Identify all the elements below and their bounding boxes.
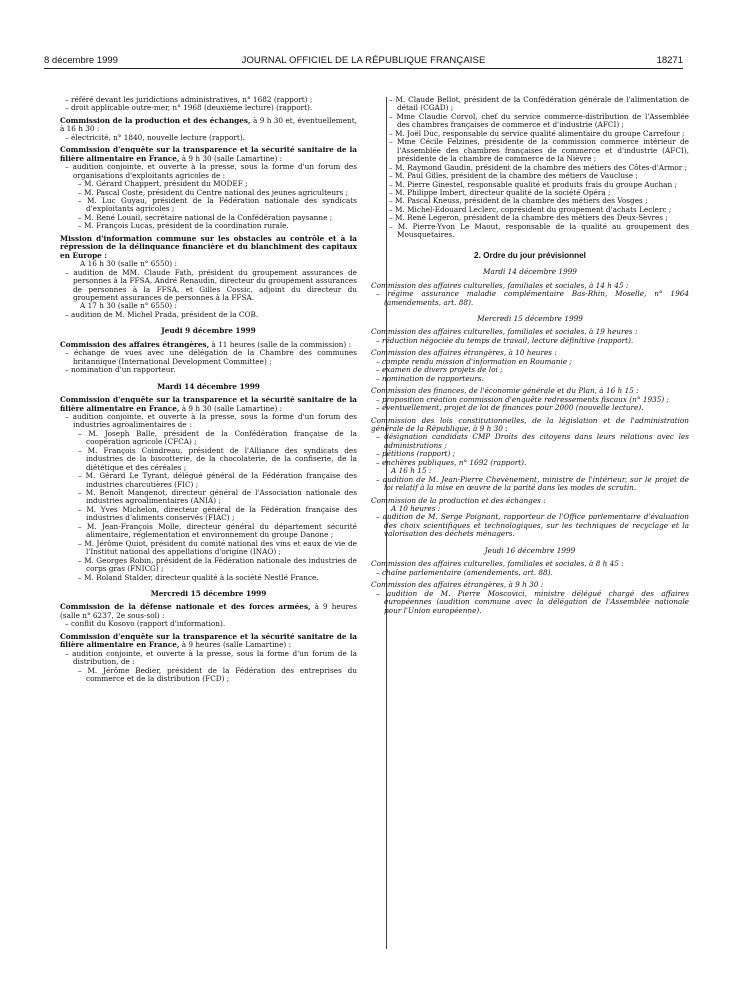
time-line: A 17 h 30 (salle n° 6550) : bbox=[80, 301, 177, 311]
agenda-item: – éventuellement, projet de loi de finances pour 2000 (nouvelle lecture). bbox=[376, 403, 644, 413]
participant-item: – M. Yves Michelon, directeur général de la Fédération française des industries d'aliments conservés (FIAC) ; bbox=[78, 504, 357, 523]
committee-heading: Commission de la production et des échanges, à 9 h 30 et, éventuellement, à 16 h 30 : bbox=[60, 115, 357, 134]
agenda-item: – conflit du Kosovo (rapport d'information). bbox=[65, 619, 226, 629]
agenda-item: – proposition création commission d'enquête redressements fiscaux (n° 1935) ; bbox=[376, 394, 670, 404]
participant-item: – M. Georges Robin, président de la Fédération nationale des industries de corps gras (FNICG) ; bbox=[78, 555, 357, 574]
committee-heading: Commission des affaires culturelles, familiales et sociales, à 19 heures : bbox=[371, 327, 638, 337]
committee-heading: Commission des affaires étrangères, à 10 heures : bbox=[371, 348, 557, 358]
agenda-item: – enchères publiques, n° 1692 (rapport). bbox=[376, 457, 527, 467]
agenda-item: – désignation candidats CMP Droits des citoyens dans leurs relations avec les administrations ; bbox=[376, 432, 689, 450]
agenda-item: – droit applicable outre-mer, n° 1968 (deuxième lecture) (rapport). bbox=[65, 103, 313, 113]
day-heading: Mercredi 15 décembre 1999 bbox=[150, 589, 267, 599]
agenda-item: – audition de M. Pierre Moscovici, ministre délégué chargé des affaires européennes (audition commune avec la délégation de l'Assemblée nationale pour l'Union européenne). bbox=[376, 588, 689, 615]
participant-item: – M. Luc Guyau, président de la Fédération nationale des syndicats d'exploitants agricoles ; bbox=[78, 195, 357, 214]
right-column bbox=[371, 96, 689, 956]
participant-item: – M. Gérard Le Tyrant, délégué général de la Fédération française des industries charcutières (FIC) ; bbox=[78, 471, 357, 489]
participant-item: – M. François Coindreau, président de l'Alliance des syndicats des industries de la biscotterie, de la chocolaterie, de la confiserie, de la diététique et des céréales ; bbox=[78, 445, 357, 472]
participant-item: – M. Pierre-Yvon Le Maout, responsable de la qualité au groupement des Mousquetaires. bbox=[389, 221, 689, 240]
participant-item: – M. Jérôme Quiot, président du comité national des vins et eaux de vie de l'Institut national des appellations d'origine (INAO) ; bbox=[78, 538, 357, 557]
participant-item: – M. Pierre Ginestel, responsable qualité et produits frais du groupe Auchan ; bbox=[389, 179, 678, 189]
participant-item: – M. Philippe Imbert, directeur qualité de la société Opéra ; bbox=[389, 187, 611, 197]
participant-item: – Mme Claudie Corvol, chef du service commerce-distribution de l'Assemblée des chambres françaises de commerce et d'industrie (AFCI) ; bbox=[389, 111, 689, 130]
participant-item: – M. Paul Gilles, président de la chambre des métiers de Vaucluse ; bbox=[389, 171, 638, 181]
journal-title: JOURNAL OFFICIEL DE LA RÉPUBLIQUE FRANÇAISE bbox=[241, 55, 486, 66]
participant-item: – M. Roland Stalder, directeur qualité à la société Nestlé France. bbox=[78, 572, 319, 582]
participant-item: – M. François Lucas, président de la coordination rurale. bbox=[78, 221, 289, 231]
agenda-item: – échange de vues avec une délégation de la Chambre des communes britannique (International Development Committee) ; bbox=[65, 348, 357, 366]
header-date: 8 décembre 1999 bbox=[44, 55, 118, 66]
page-number: 18271 bbox=[656, 55, 683, 66]
committee-heading: Commission de la défense nationale et des forces armées, à 9 heures (salle n° 6237, 2e sous-sol) : bbox=[60, 602, 357, 620]
committee-heading: Mission d'information commune sur les obstacles au contrôle et à la répression de la délinquance financière et du blanchiment des capitaux en Europe : bbox=[60, 233, 357, 260]
participant-item: – M. Gérard Chappert, président du MODEF ; bbox=[78, 179, 248, 189]
committee-heading: Commission des finances, de l'économie générale et du Plan, à 16 h 15 : bbox=[371, 386, 639, 396]
participant-item: – M. Michel-Edouard Leclerc, coprésident du groupement d'achats Leclerc ; bbox=[389, 204, 672, 214]
committee-heading: Commission d'enquête sur la transparence et la sécurité sanitaire de la filière alimentaire en France, à 9 h 30 (salle Lamartine) : bbox=[60, 145, 357, 163]
committee-heading: Commission des affaires culturelles, familiales et sociales, à 14 h 45 : bbox=[371, 280, 629, 290]
left-column bbox=[60, 96, 357, 956]
participant-item: – M. Jérôme Bedier, président de la Fédération des entreprises du commerce et de la distribution (FCD) ; bbox=[78, 665, 357, 684]
day-heading: Mercredi 15 décembre 1999 bbox=[477, 313, 583, 323]
participant-item: – M. René Legeron, président de la chambre des métiers des Deux-Sèvres ; bbox=[389, 213, 668, 223]
agenda-item: – audition de MM. Claude Fath, président du groupement assurances de personnes à la FFSA, André Renaudin, directeur du groupement assurances de personnes à la FFSA, et Gilles Cossic, adjoint du directeur du groupement assurances de personnes à la FFSA. bbox=[65, 267, 357, 302]
agenda-item: – nomination d'un rapporteur. bbox=[65, 365, 176, 375]
participant-item: – Mme Cécile Felzines, présidente de la commission commerce intérieur de l'Assemblée des chambres françaises de commerce et d'industrie (AFCI), présidente de la chambre de commerce de la Nièvre ; bbox=[389, 137, 689, 164]
committee-heading: Commission des lois constitutionnelles, de la législation et de l'administration générale de la République, à 9 h 30 : bbox=[371, 415, 689, 433]
agenda-item: – audition conjointe, et ouverte à la presse, sous la forme d'un forum des industries agroalimentaires de : bbox=[65, 411, 357, 430]
header-rule bbox=[44, 68, 683, 69]
participant-item: – M. Claude Bellot, président de la Confédération générale de l'alimentation de détail (CGAD) ; bbox=[389, 96, 689, 113]
section-title: 2. Ordre du jour prévisionnel bbox=[474, 250, 586, 260]
agenda-item: – examen de divers projets de loi ; bbox=[376, 365, 503, 375]
agenda-item: – électricité, n° 1840, nouvelle lecture (rapport). bbox=[65, 132, 246, 142]
time-line: A 10 heures : bbox=[391, 504, 441, 514]
committee-heading: Commission d'enquête sur la transparence et la sécurité sanitaire de la filière alimentaire en France, à 9 heures (salle Lamartine) : bbox=[60, 631, 357, 650]
participant-item: – M. Pascal Coste, président du Centre national des jeunes agriculteurs ; bbox=[78, 187, 349, 197]
committee-heading: Commission des affaires étrangères, à 11 heures (salle de la commission) : bbox=[60, 339, 352, 349]
day-heading: Jeudi 16 décembre 1999 bbox=[484, 545, 576, 555]
agenda-item: – audition conjointe, et ouverte à la presse, sous la forme d'un forum des organisations d'exploitants agricoles de : bbox=[65, 162, 357, 180]
agenda-item: – compte rendu mission d'information en Roumanie ; bbox=[376, 356, 572, 366]
committee-heading: Commission des affaires étrangères, à 9 h 30 : bbox=[371, 580, 544, 590]
participant-item: – M. Raymond Gaudin, président de la chambre des métiers des Côtes-d'Armor ; bbox=[389, 162, 688, 172]
page-header bbox=[44, 55, 683, 67]
agenda-item: – audition conjointe, et ouverte à la presse, sous la forme d'un forum de la distribution, de : bbox=[65, 648, 357, 667]
day-heading: Mardi 14 décembre 1999 bbox=[483, 267, 577, 277]
agenda-item: – nomination de rapporteurs. bbox=[376, 373, 484, 383]
agenda-item: – audition de M. Jean-Pierre Chevènement, ministre de l'intérieur, sur le projet de loi relatif à la mise en œuvre de la parité dans les modes de scrutin. bbox=[376, 474, 689, 493]
participant-item: – M. Joseph Balle, président de la Confédération française de la coopération agricole (CFCA) ; bbox=[78, 428, 357, 447]
day-heading: Mardi 14 décembre 1999 bbox=[157, 381, 260, 391]
participant-item: – M. Jean-François Molle, directeur général du département sécurité alimentaire, réglementation et environnement du groupe Danone ; bbox=[78, 521, 357, 540]
agenda-item: – référé devant les juridictions administratives, n° 1682 (rapport) ; bbox=[65, 96, 313, 104]
agenda-item: – audition de M. Serge Poignant, rapporteur de l'Office parlementaire d'évaluation des choix scientifiques et technologiques, sur les techniques de recyclage et la valorisation des déchets ménagers. bbox=[376, 512, 689, 539]
committee-heading: Commission de la production et des échanges : bbox=[371, 495, 546, 505]
agenda-item: – pétitions (rapport) ; bbox=[376, 449, 456, 459]
participant-item: – M. Joël Duc, responsable du service qualité alimentaire du groupe Carrefour ; bbox=[389, 128, 685, 138]
participant-item: – M. Pascal Kneuss, président de la chambre des métiers des Vosges ; bbox=[389, 196, 648, 206]
agenda-item: – réduction négociée du temps de travail, lecture définitive (rapport). bbox=[376, 335, 634, 345]
participant-item: – M. Benoît Mangenot, directeur général de l'Association nationale des industries agroalimentaires (ANIA) ; bbox=[78, 488, 357, 506]
day-heading: Jeudi 9 décembre 1999 bbox=[161, 326, 256, 336]
time-line: A 16 h 15 : bbox=[391, 466, 432, 476]
participant-item: – M. René Louail, secrétaire national de la Confédération paysanne ; bbox=[78, 212, 333, 222]
time-line: A 16 h 30 (salle n° 6550) : bbox=[80, 259, 177, 269]
committee-heading: Commission des affaires culturelles, familiales et sociales, à 8 h 45 : bbox=[371, 559, 624, 569]
agenda-item: – audition de M. Michel Prada, président de la COB. bbox=[65, 309, 259, 319]
agenda-item: – chaîne parlementaire (amendements, art. 88). bbox=[376, 567, 553, 577]
agenda-item: – régime assurance maladie complémentaire Bas-Rhin, Moselle, n° 1964 (amendements, art. 88). bbox=[376, 289, 689, 307]
committee-heading: Commission d'enquête sur la transparence et la sécurité sanitaire de la filière alimentaire en France, à 9 h 30 (salle Lamartine) : bbox=[60, 395, 357, 413]
